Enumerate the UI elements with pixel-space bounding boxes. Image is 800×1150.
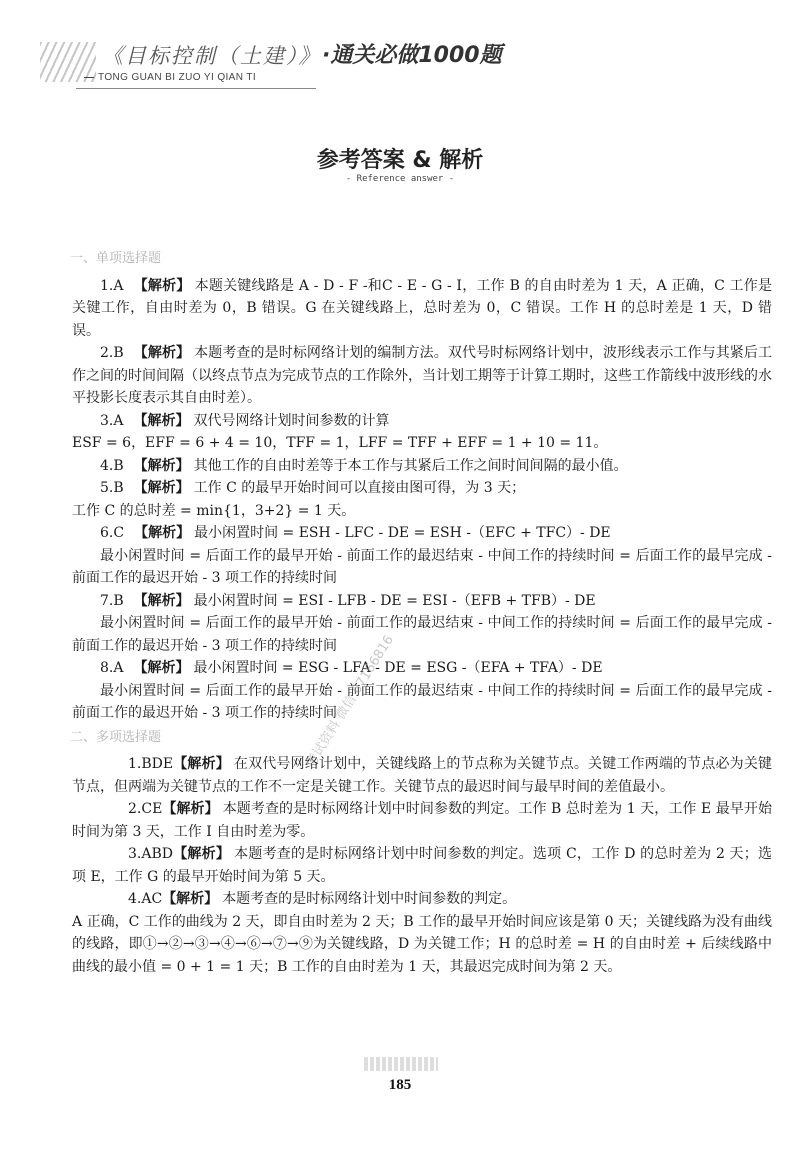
analysis-tag: 【解析】 bbox=[133, 412, 190, 429]
section-heading: 二、多项选择题 bbox=[70, 729, 162, 745]
answer-item bbox=[72, 455, 772, 478]
header-rule bbox=[76, 88, 316, 89]
answer-number: 3.ABD bbox=[128, 846, 173, 862]
answer-number: 1.BDE bbox=[128, 756, 174, 772]
answer-continuation: 最小闲置时间 = 后面工作的最早开始 - 前面工作的最迟结束 - 中间工作的持续时间 = 后面工作的最早完成 - 前面工作的最迟开始 - 3 项工作的持续时间 bbox=[72, 682, 772, 721]
answer-text: 本题考查的是时标网络计划中时间参数的判定。选项 C，工作 D 的总时差为 2 天；选项 E，工作 G 的最早开始时间为第 5 天。 bbox=[72, 846, 773, 885]
answer-number: 5.B bbox=[100, 480, 124, 496]
analysis-tag: 【解析】 bbox=[133, 660, 190, 676]
answer-text: 在双代号网络计划中，关键线路上的节点称为关键节点。关键工作两端的节点必为关键节点，但两端为关键节点的工作不一定是关键工作。关键节点的最迟时间与最早时间的差值最小。 bbox=[72, 756, 773, 795]
answer-text: 本题考查的是时标网络计划中时间参数的判定。工作 B 总时差为 1 天，工作 E 最早开始时间为第 3 天，工作 I 自由时差为零。 bbox=[72, 801, 772, 840]
answer-text: 双代号网络计划时间参数的计算 bbox=[193, 412, 390, 429]
answer-item bbox=[72, 843, 772, 888]
page-title: 参考答案 & 解析 bbox=[316, 148, 484, 173]
analysis-tag: 【解析】 bbox=[172, 846, 231, 862]
analysis-tag: 【解析】 bbox=[133, 457, 190, 474]
answer-text: 最小闲置时间 = ESG - LFA - DE = ESG -（EFA + TFA）- DE bbox=[193, 660, 603, 676]
answer-text: 本题考查的是时标网络计划中时间参数的判定。 bbox=[222, 891, 517, 907]
answer-continuation: ESF = 6，EFF = 6 + 4 = 10，TFF = 1，LFF = TFF + EFF = 1 + 10 = 11。 bbox=[72, 435, 608, 451]
answer-continuation: A 正确，C 工作的曲线为 2 天，即自由时差为 2 天；B 工作的最早开始时间应该是第 0 天；关键线路为没有曲线的线路，即①→②→③→④→⑥→⑦→⑨为关键线路，D 为关键工作；H 的总时差 = H 的自由时差 + 后续线路中曲线的最小值 = 0 + 1 = 1 天；B 工作的自由时差为 1 天，其最迟完成时间为第 2 天。 bbox=[72, 913, 772, 975]
book-subtitle: ·通关必做1000题 bbox=[322, 43, 502, 68]
watermark: 考试资料 微信 67166816 bbox=[303, 632, 397, 771]
answer-continuation: 最小闲置时间 = 后面工作的最早开始 - 前面工作的最迟结束 - 中间工作的持续时间 = 后面工作的最早完成 - 前面工作的最迟开始 - 3 项工作的持续时间 bbox=[72, 547, 772, 586]
answer-item bbox=[72, 798, 772, 843]
answer-text: 其他工作的自由时差等于本工作与其紧后工作之间时间间隔的最小值。 bbox=[193, 457, 628, 474]
answer-item bbox=[72, 522, 772, 545]
answer-number: 7.B bbox=[100, 592, 124, 609]
answer-item bbox=[72, 477, 772, 500]
answer-number: 2.B bbox=[100, 345, 124, 361]
answer-number: 4.B bbox=[100, 457, 124, 474]
answer-text: 本题关键线路是 A - D - F -和C - E - G - I，工作 B 的自由时差为 1 天，A 正确，C 工作是关键工作，自由时差为 0，B 错误。G 在关键线路上，总时差为 0，C 错误。工作 H 的总时差是 1 天，D 错误。 bbox=[72, 277, 772, 339]
answer-text: 最小闲置时间 = ESH - LFC - DE = ESH -（EFC + TFC）- DE bbox=[194, 525, 611, 541]
footer-decoration bbox=[364, 1057, 438, 1071]
answer-item bbox=[72, 888, 772, 911]
section-heading: 一、单项选择题 bbox=[70, 251, 162, 266]
answer-number: 2.CE bbox=[128, 801, 163, 817]
book-title: 《目标控制（土建）》 bbox=[102, 44, 322, 68]
page-subtitle: - Reference answer - bbox=[345, 174, 455, 184]
answer-item bbox=[72, 410, 772, 433]
answer-item bbox=[72, 590, 772, 613]
answer-continuation: 工作 C 的总时差 = min{1，3+2} = 1 天。 bbox=[72, 502, 356, 519]
answer-text: 最小闲置时间 = ESI - LFB - DE = ESI -（EFB + TFB）- DE bbox=[193, 592, 596, 609]
answer-number: 6.C bbox=[100, 525, 125, 541]
analysis-tag: 【解析】 bbox=[162, 891, 219, 907]
answer-item bbox=[72, 275, 772, 343]
header-pinyin: TONG GUAN BI ZUO YI QIAN TI bbox=[84, 72, 256, 83]
answer-number: 1.A bbox=[100, 277, 124, 294]
analysis-tag: 【解析】 bbox=[162, 801, 219, 817]
answer-content bbox=[72, 248, 772, 978]
analysis-tag: 【解析】 bbox=[133, 592, 190, 609]
answer-item bbox=[72, 657, 772, 680]
answer-item bbox=[72, 753, 772, 798]
running-header bbox=[40, 36, 540, 96]
answer-number: 3.A bbox=[100, 412, 124, 429]
answer-text: 工作 C 的最早开始时间可以直接由图可得，为 3 天； bbox=[193, 480, 526, 496]
answer-number: 8.A bbox=[100, 660, 124, 676]
answer-item bbox=[72, 342, 772, 410]
analysis-tag: 【解析】 bbox=[134, 525, 191, 541]
analysis-tag: 【解析】 bbox=[133, 277, 191, 294]
answer-continuation: 最小闲置时间 = 后面工作的最早开始 - 前面工作的最迟结束 - 中间工作的持续时间 = 后面工作的最早完成 - 前面工作的最迟开始 - 3 项工作的持续时间 bbox=[72, 615, 772, 654]
page-number: 185 bbox=[388, 1077, 412, 1093]
analysis-tag: 【解析】 bbox=[133, 480, 190, 496]
answer-text: 本题考查的是时标网络计划的编制方法。双代号时标网络计划中，波形线表示工作与其紧后工作之间的时间间隔（以终点节点为完成节点的工作除外，当计划工期等于计算工期时，这些工作箭线中波形线的水平投影长度表示其自由时差）。 bbox=[72, 345, 772, 406]
analysis-tag: 【解析】 bbox=[173, 756, 230, 772]
analysis-tag: 【解析】 bbox=[133, 345, 191, 361]
answer-number: 4.AC bbox=[128, 891, 163, 907]
